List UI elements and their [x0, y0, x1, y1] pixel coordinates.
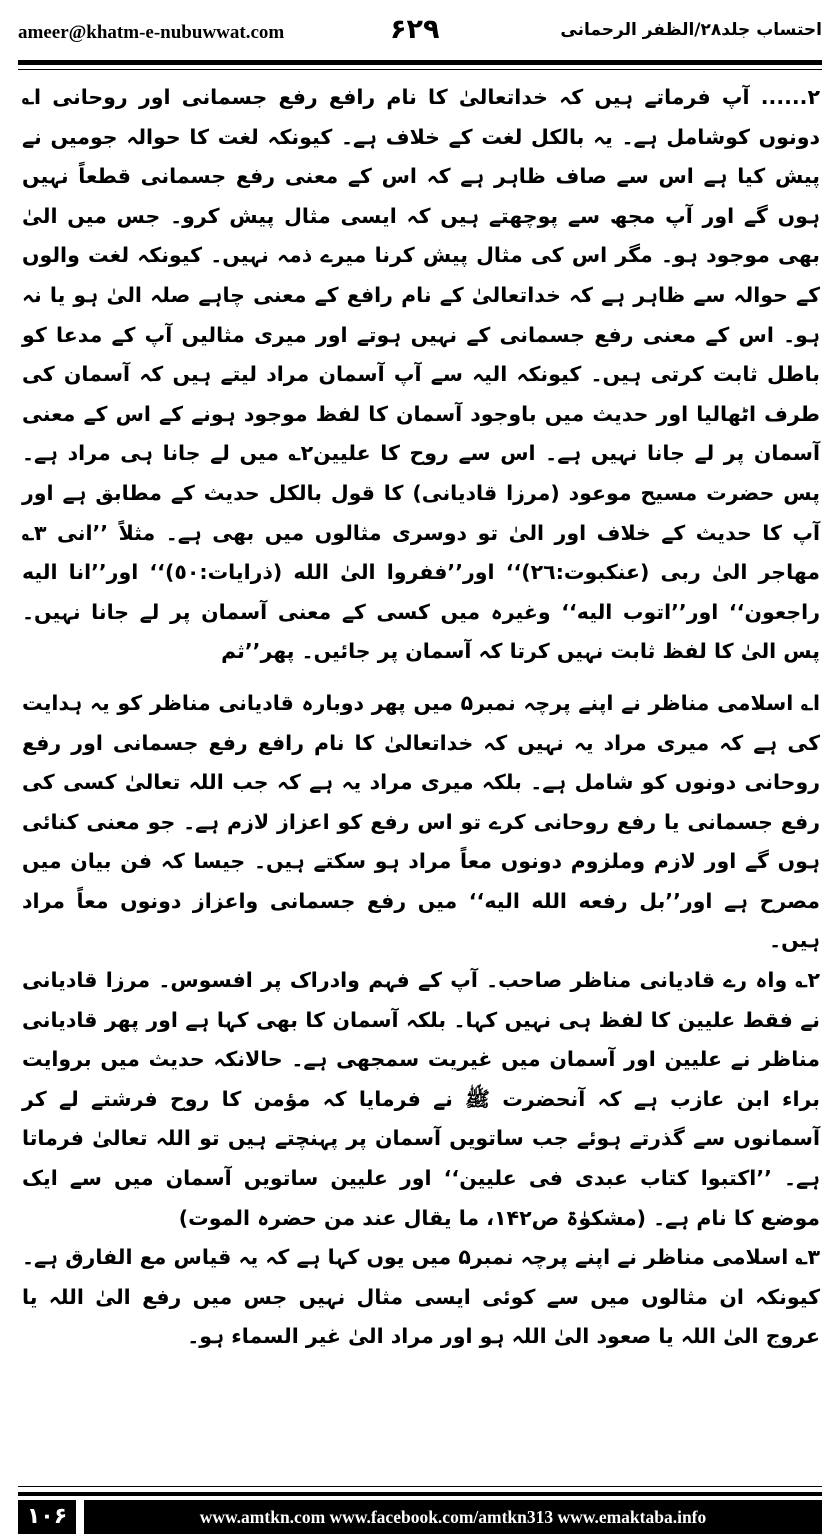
footnote-2: ۲؎ واہ رے قادیانی مناظر صاحب۔ آپ کے فہم وادراک پر افسوس۔ مرزا قادیانی نے فقط علیین کا لفظ ہی نہیں کہا۔ بلکہ آسمان کا بھی کہا ہے اور پھر قادیانی مناظر نے علیین اور آسمان میں غیریت سمجھی ہے۔ حالانکہ حدیث میں بروایت براء ابن عازب ہے کہ آنحضرت ﷺ نے فرمایا کہ مؤمن کا روح فرشتے لے کر آسمانوں سے گذرتے ہوئے جب ساتویں آسمان پر پہنچتے ہیں تو اللہ تعالیٰ فرماتا ہے۔ ’’اکتبوا کتاب عبدی فی علیین‘‘ اور علیین ساتویں آسمان میں سے ایک موضع کا نام ہے۔ (مشکوٰۃ ص۱۴۲، ما یقال عند من حضرہ الموت) — [22, 968, 820, 1230]
page-body — [22, 78, 820, 1357]
footer-page-number: ۱۰۶ — [18, 1500, 76, 1534]
footnote-3: ۳؎ اسلامی مناظر نے اپنے پرچہ نمبر۵ میں یوں کہا ہے کہ یہ قیاس مع الفارق ہے۔ کیونکہ ان مثالوں میں سے کوئی ایسی مثال نہیں جس میں رفع الیٰ اللہ یا عروج الیٰ اللہ یا صعود الیٰ اللہ ہو اور مراد الیٰ غیر السماء ہو۔ — [22, 1245, 820, 1349]
header-rule-thin — [18, 69, 822, 70]
header-page-number: ۶۲۹ — [390, 14, 440, 45]
footer-rule-thin — [18, 1486, 822, 1487]
header-email: ameer@khatm-e-nubuwwat.com — [18, 22, 285, 43]
footnote-separator — [22, 672, 820, 684]
page-footer — [18, 1500, 822, 1536]
header-rule-thick — [18, 60, 822, 65]
footer-rule-thick — [18, 1492, 822, 1496]
running-title: احتساب جلد۲۸/الظفر الرحمانی — [560, 20, 822, 40]
page-header — [18, 14, 822, 54]
footer-links[interactable]: www.amtkn.com www.facebook.com/amtkn313 www.emaktaba.info — [84, 1500, 822, 1534]
main-paragraph: ۲...... آپ فرماتے ہیں کہ خداتعالیٰ کا نام رافع رفع جسمانی اور روحانی ا؎ دونوں کوشامل ہے۔ یہ بالکل لغت کے خلاف ہے۔ کیونکہ لغت کا حوالہ جومیں نے پیش کیا ہے اس سے صاف ظاہر ہے کہ اس کے معنی رفع جسمانی قطعاً نہیں ہوں گے اور آپ مجھ سے پوچھتے ہیں کہ ایسی مثال پیش کرو۔ جس میں الیٰ بھی موجود ہو۔ مگر اس کی مثال پیش کرنا میرے ذمہ نہیں۔ کیونکہ لغت والوں کے حوالہ سے ظاہر ہے کہ خداتعالیٰ کے نام رافع کے معنی چاہے صلہ الیٰ ہو یا نہ ہو۔ اس کے معنی رفع جسمانی کے نہیں ہوتے اور میری مثالیں آپ کے مدعا کو باطل ثابت کرتی ہیں۔ کیونکہ الیہ سے آپ آسمان مراد لیتے ہیں کہ آسمان کی طرف اٹھالیا اور حدیث میں باوجود آسمان کا لفظ موجود ہونے کے اس کے معنی آسمان پر لے جانا نہیں ہے۔ اس سے روح کا علیین۲؎ میں لے جانا ہی مراد ہے۔ پس حضرت مسیح موعود (مرزا قادیانی) کا قول بالکل حدیث کے مطابق ہے اور آپ کا حدیث کے خلاف اور الیٰ تو دوسری مثالوں میں بھی ہے۔ مثلاً ’’انی ۳؎ مهاجر الیٰ ربی (عنکبوت:٢٦)‘‘ اور’’ففروا الیٰ الله (ذرایات:٥٠)‘‘ اور’’انا الیه راجعون‘‘ اور’’اتوب الیه‘‘ وغیرہ میں کسی کے معنی آسمان پر لے جانا نہیں۔ پس الیٰ کا لفظ ثابت نہیں کرتا کہ آسمان پر جائیں۔ پھر’’ثم — [22, 85, 820, 664]
footnote-1: ا؎ اسلامی مناظر نے اپنے پرچہ نمبر۵ میں پھر دوبارہ قادیانی مناظر کو یہ ہدایت کی ہے کہ میری مراد یہ نہیں کہ خداتعالیٰ کا نام رافع رفع جسمانی اور رفع روحانی دونوں کو شامل ہے۔ بلکہ میری مراد یہ ہے کہ جب اللہ تعالیٰ کسی کی رفع جسمانی یا رفع روحانی کرے تو اس رفع کو اعزاز لازم ہے۔ جو معنی کنائی ہوں گے اور لازم وملزوم دونوں معاً مراد ہو سکتے ہیں۔ جیسا کہ فن بیان میں مصرح ہے اور’’بل رفعه الله الیه‘‘ میں رفع جسمانی واعزاز دونوں معاً مراد ہیں۔ — [22, 690, 820, 953]
